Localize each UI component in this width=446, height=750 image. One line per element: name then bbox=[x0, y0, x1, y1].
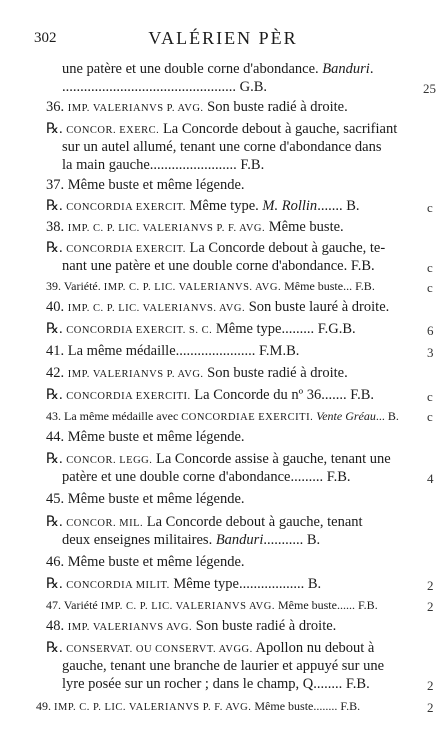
line-text: ℞. bbox=[46, 451, 67, 467]
text-line bbox=[62, 675, 370, 693]
line-text: Même buste........ F.B. bbox=[251, 699, 361, 713]
text-line bbox=[46, 98, 348, 118]
text-line bbox=[46, 428, 245, 446]
line-text: Apollon nu debout à bbox=[252, 640, 375, 656]
legend-small-caps: CONCORDIA MILIT. bbox=[66, 580, 170, 591]
text-line bbox=[46, 596, 378, 616]
text-line bbox=[46, 575, 321, 595]
text-line bbox=[62, 156, 264, 174]
text-line bbox=[46, 407, 399, 427]
text-line bbox=[46, 639, 374, 659]
text-line bbox=[46, 239, 385, 259]
legend-small-caps: IMP. C. P. LIC. VALERIANVS AVG. bbox=[100, 601, 275, 612]
legend-small-caps: IMP. C. P. LIC. VALERIANVS P. F. AVG. bbox=[67, 223, 266, 234]
line-text: 39. Variété. bbox=[46, 279, 104, 293]
line-text: Son buste radié à droite. bbox=[203, 99, 348, 115]
text-line bbox=[46, 277, 375, 297]
text-line bbox=[46, 553, 245, 571]
italic-reference: Banduri bbox=[215, 532, 264, 548]
line-text: La Concorde debout à gauche, tenant bbox=[143, 514, 363, 530]
legend-small-caps: CONSERVAT. OU CONSERVT. AVGG. bbox=[66, 644, 253, 655]
margin-note: 2 bbox=[427, 578, 434, 593]
text-line bbox=[46, 617, 336, 637]
line-text: Même type.................. B. bbox=[169, 576, 322, 592]
line-text: deux enseignes militaires. bbox=[62, 532, 216, 548]
legend-small-caps: IMP. C. P. LIC. VALERIANVS. AVG. bbox=[67, 303, 246, 314]
line-text: ....... B. bbox=[317, 198, 360, 214]
text-line bbox=[46, 120, 397, 140]
text-line bbox=[46, 218, 344, 238]
legend-small-caps: IMP. VALERIANVS AVG. bbox=[67, 622, 193, 633]
text-line bbox=[62, 138, 381, 156]
running-title: VALÉRIEN PÈR bbox=[148, 28, 298, 48]
italic-reference: Banduri bbox=[322, 61, 370, 77]
page-number: 302 bbox=[34, 30, 57, 46]
legend-small-caps: CONCORDIAE EXERCITI. bbox=[181, 412, 314, 423]
text-line bbox=[62, 60, 373, 78]
italic-reference: M. Rollin bbox=[262, 198, 318, 214]
line-text: une patère et une double corne d'abondance. bbox=[62, 61, 323, 77]
line-text: 42. bbox=[46, 365, 68, 381]
margin-note: c bbox=[427, 389, 433, 404]
legend-small-caps: CONCORDIA EXERCITI. bbox=[66, 391, 191, 402]
line-text: ℞. bbox=[46, 514, 67, 530]
line-text: sur un autel allumé, tenant une corne d'abondance dans bbox=[62, 139, 382, 155]
text-line bbox=[46, 450, 391, 470]
margin-note: 4 bbox=[427, 471, 434, 486]
line-text: gauche, tenant une branche de laurier et appuyé sur une bbox=[62, 658, 385, 674]
margin-note: 6 bbox=[427, 323, 434, 338]
line-text: Son buste radié à droite. bbox=[203, 365, 348, 381]
line-text: Même buste... F.B. bbox=[281, 279, 375, 293]
line-text: 36. bbox=[46, 99, 68, 115]
text-line bbox=[62, 531, 320, 549]
line-text: La Concorde assise à gauche, tenant une bbox=[152, 451, 391, 467]
line-text: ℞. bbox=[46, 198, 67, 214]
line-text: ℞. bbox=[46, 387, 67, 403]
text-line bbox=[62, 468, 351, 486]
text-line bbox=[62, 657, 384, 675]
line-text: . bbox=[369, 61, 374, 77]
line-text: Même type......... F.G.B. bbox=[212, 321, 356, 337]
line-text: 37. Même buste et même légende. bbox=[46, 177, 245, 193]
text-line bbox=[46, 490, 245, 508]
legend-small-caps: IMP. VALERIANVS P. AVG. bbox=[67, 369, 204, 380]
legend-small-caps: CONCOR. EXERC. bbox=[66, 125, 160, 136]
line-text: La Concorde du nº 36....... F.B. bbox=[190, 387, 375, 403]
line-text: 49. bbox=[36, 699, 54, 713]
line-text: ... B. bbox=[375, 409, 399, 423]
line-text: ................................................ G.B. bbox=[62, 79, 268, 95]
text-line bbox=[46, 320, 356, 340]
legend-small-caps: CONCORDIA EXERCIT. bbox=[66, 244, 186, 255]
margin-note: c bbox=[427, 200, 433, 215]
line-text: nant une patère et une double corne d'abondance. F.B. bbox=[62, 258, 375, 274]
margin-note: c bbox=[427, 280, 433, 295]
line-text: 38. bbox=[46, 219, 68, 235]
line-text: lyre posée sur un rocher ; dans le champ, Q........ F.B. bbox=[62, 676, 370, 692]
legend-small-caps: IMP. C. P. LIC. VALERIANVS P. F. AVG. bbox=[54, 702, 252, 713]
text-line bbox=[46, 298, 389, 318]
text-line bbox=[46, 513, 363, 533]
line-text: Son buste radié à droite. bbox=[192, 618, 337, 634]
line-text: Même buste. bbox=[265, 219, 344, 235]
text-line bbox=[46, 176, 245, 194]
text-line bbox=[46, 386, 374, 406]
margin-note: 2 bbox=[427, 599, 434, 614]
line-text: ........... B. bbox=[263, 532, 321, 548]
legend-small-caps: IMP. C. P. LIC. VALERIANVS. AVG. bbox=[103, 282, 282, 293]
line-text: ℞. bbox=[46, 321, 67, 337]
line-text: 48. bbox=[46, 618, 68, 634]
legend-small-caps: IMP. VALERIANVS P. AVG. bbox=[67, 103, 204, 114]
line-text: ℞. bbox=[46, 240, 67, 256]
text-line bbox=[62, 78, 267, 96]
text-line bbox=[46, 364, 348, 384]
line-text: ℞. bbox=[46, 640, 67, 656]
margin-note: 25 bbox=[423, 81, 436, 96]
line-text: 45. Même buste et même légende. bbox=[46, 491, 245, 507]
legend-small-caps: CONCORDIA EXERCIT. S. C. bbox=[66, 325, 213, 336]
text-line bbox=[46, 342, 299, 360]
line-text: 46. Même buste et même légende. bbox=[46, 554, 245, 570]
line-text: ℞. bbox=[46, 576, 67, 592]
line-text: Même type. bbox=[185, 198, 263, 214]
line-text: patère et une double corne d'abondance......... F.B. bbox=[62, 469, 351, 485]
text-line bbox=[46, 197, 359, 217]
line-text: 43. La même médaille avec bbox=[46, 409, 182, 423]
line-text: La Concorde debout à gauche, sacrifiant bbox=[159, 121, 398, 137]
italic-reference: Vente Gréau bbox=[316, 409, 376, 423]
legend-small-caps: CONCOR. MIL. bbox=[66, 518, 144, 529]
legend-small-caps: CONCORDIA EXERCIT. bbox=[66, 202, 186, 213]
line-text: La Concorde debout à gauche, te- bbox=[185, 240, 386, 256]
margin-note: 2 bbox=[427, 700, 434, 715]
legend-small-caps: CONCOR. LEGG. bbox=[66, 455, 153, 466]
margin-note: c bbox=[427, 409, 433, 424]
text-line bbox=[36, 697, 360, 717]
line-text: la main gauche........................ F.B. bbox=[62, 157, 265, 173]
line-text: ℞. bbox=[46, 121, 67, 137]
line-text: Son buste lauré à droite. bbox=[245, 299, 390, 315]
margin-note: c bbox=[427, 260, 433, 275]
line-text: Même buste...... F.B. bbox=[274, 598, 378, 612]
line-text: 44. Même buste et même légende. bbox=[46, 429, 245, 445]
line-text: 47. Variété bbox=[46, 598, 101, 612]
text-line bbox=[62, 257, 375, 275]
line-text: 40. bbox=[46, 299, 68, 315]
margin-note: 2 bbox=[427, 678, 434, 693]
line-text: 41. La même médaille...................... F.M.B. bbox=[46, 343, 300, 359]
margin-note: 3 bbox=[427, 345, 434, 360]
